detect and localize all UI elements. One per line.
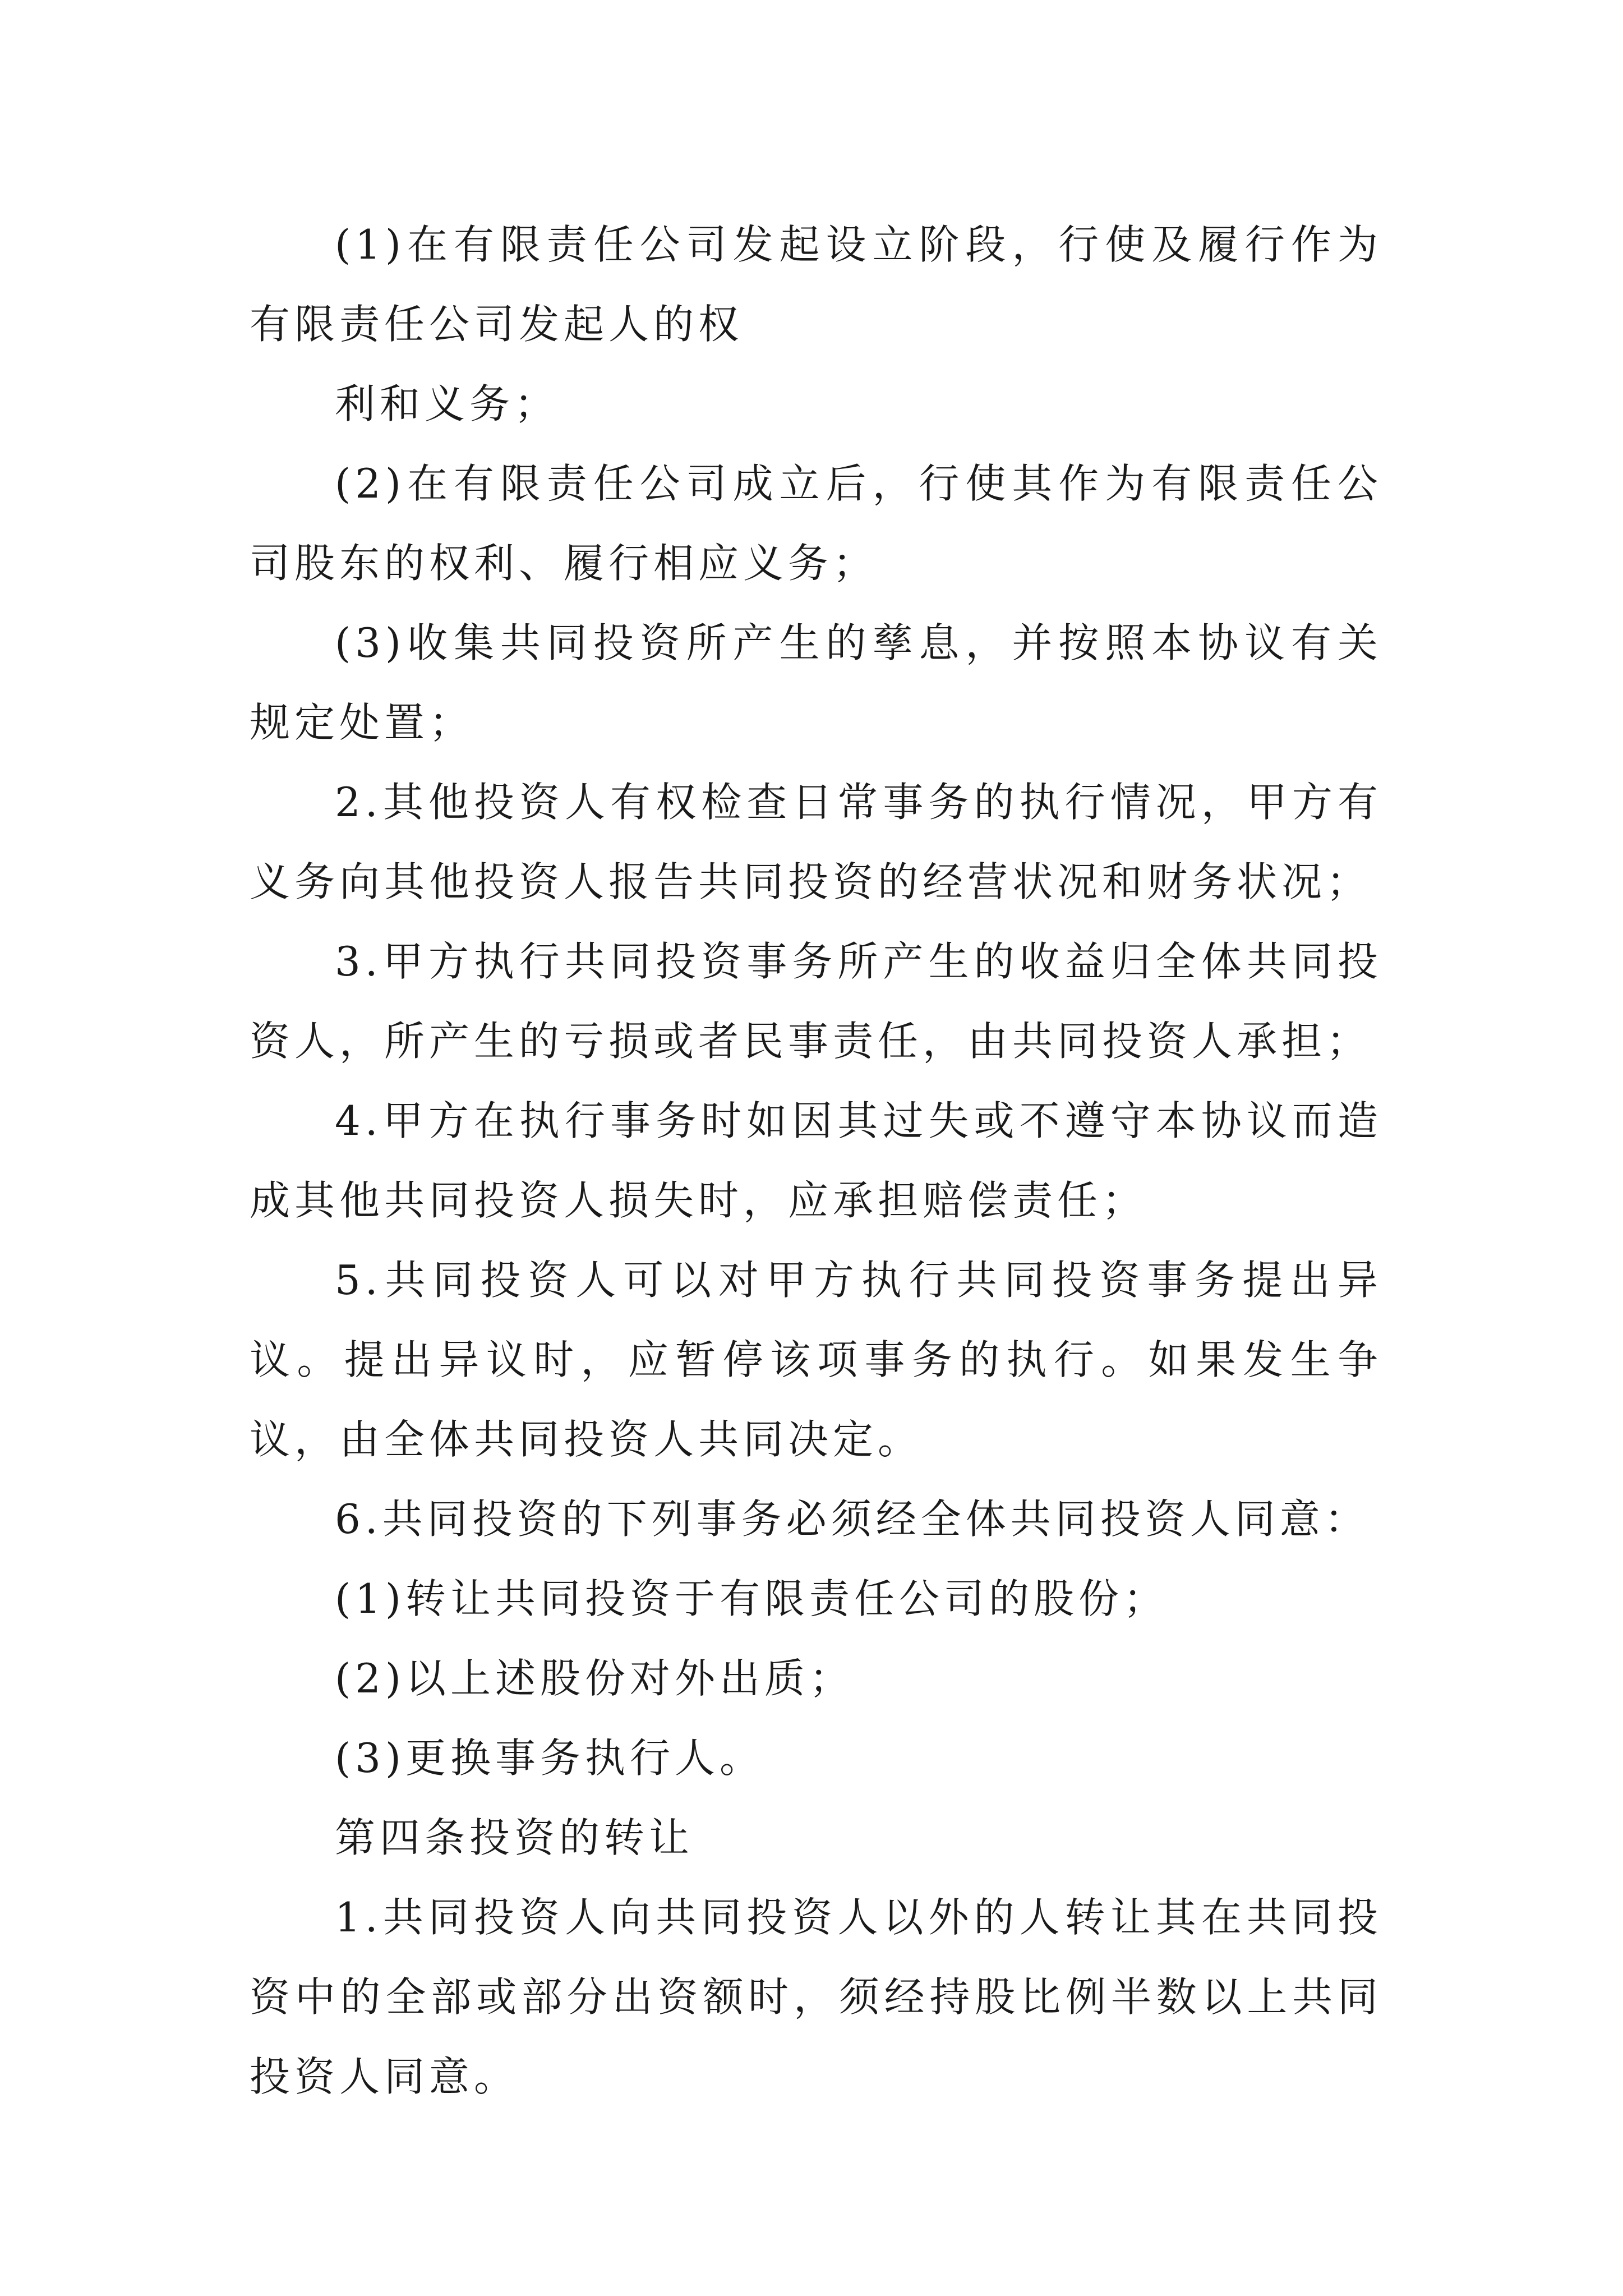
paragraph: (1)转让共同投资于有限责任公司的股份； — [335, 1575, 1168, 1622]
paragraph: (3)收集共同投资所产生的孳息，并按照本协议有关规定处置； — [250, 619, 1382, 746]
paragraph: (2)在有限责任公司成立后，行使其作为有限责任公司股东的权利、履行相应义务； — [250, 460, 1382, 587]
paragraph: (2)以上述股份对外出质； — [335, 1655, 854, 1702]
section-heading: 第四条投资的转让 — [335, 1814, 694, 1861]
paragraph: 利和义务； — [335, 380, 560, 427]
paragraph: (1)在有限责任公司发起设立阶段，行使及履行作为有限责任公司发起人的权 — [250, 221, 1382, 348]
paragraph: 5.共同投资人可以对甲方执行共同投资事务提出异议。提出异议时，应暂停该项事务的执行。如果发生争议，由全体共同投资人共同决定。 — [250, 1257, 1382, 1463]
document-body — [250, 205, 1382, 2116]
paragraph: 1.共同投资人向共同投资人以外的人转让其在共同投资中的全部或部分出资额时，须经持股比例半数以上共同投资人同意。 — [250, 1894, 1382, 2100]
paragraph: (3)更换事务执行人。 — [335, 1734, 764, 1782]
paragraph: 2.其他投资人有权检查日常事务的执行情况，甲方有义务向其他投资人报告共同投资的经营状况和财务状况； — [250, 779, 1382, 905]
paragraph: 3.甲方执行共同投资事务所产生的收益归全体共同投资人，所产生的亏损或者民事责任，由共同投资人承担； — [250, 938, 1382, 1065]
paragraph: 4.甲方在执行事务时如因其过失或不遵守本协议而造成其他共同投资人损失时，应承担赔偿责任； — [250, 1097, 1382, 1224]
paragraph: 6.共同投资的下列事务必须经全体共同投资人同意： — [335, 1496, 1370, 1543]
